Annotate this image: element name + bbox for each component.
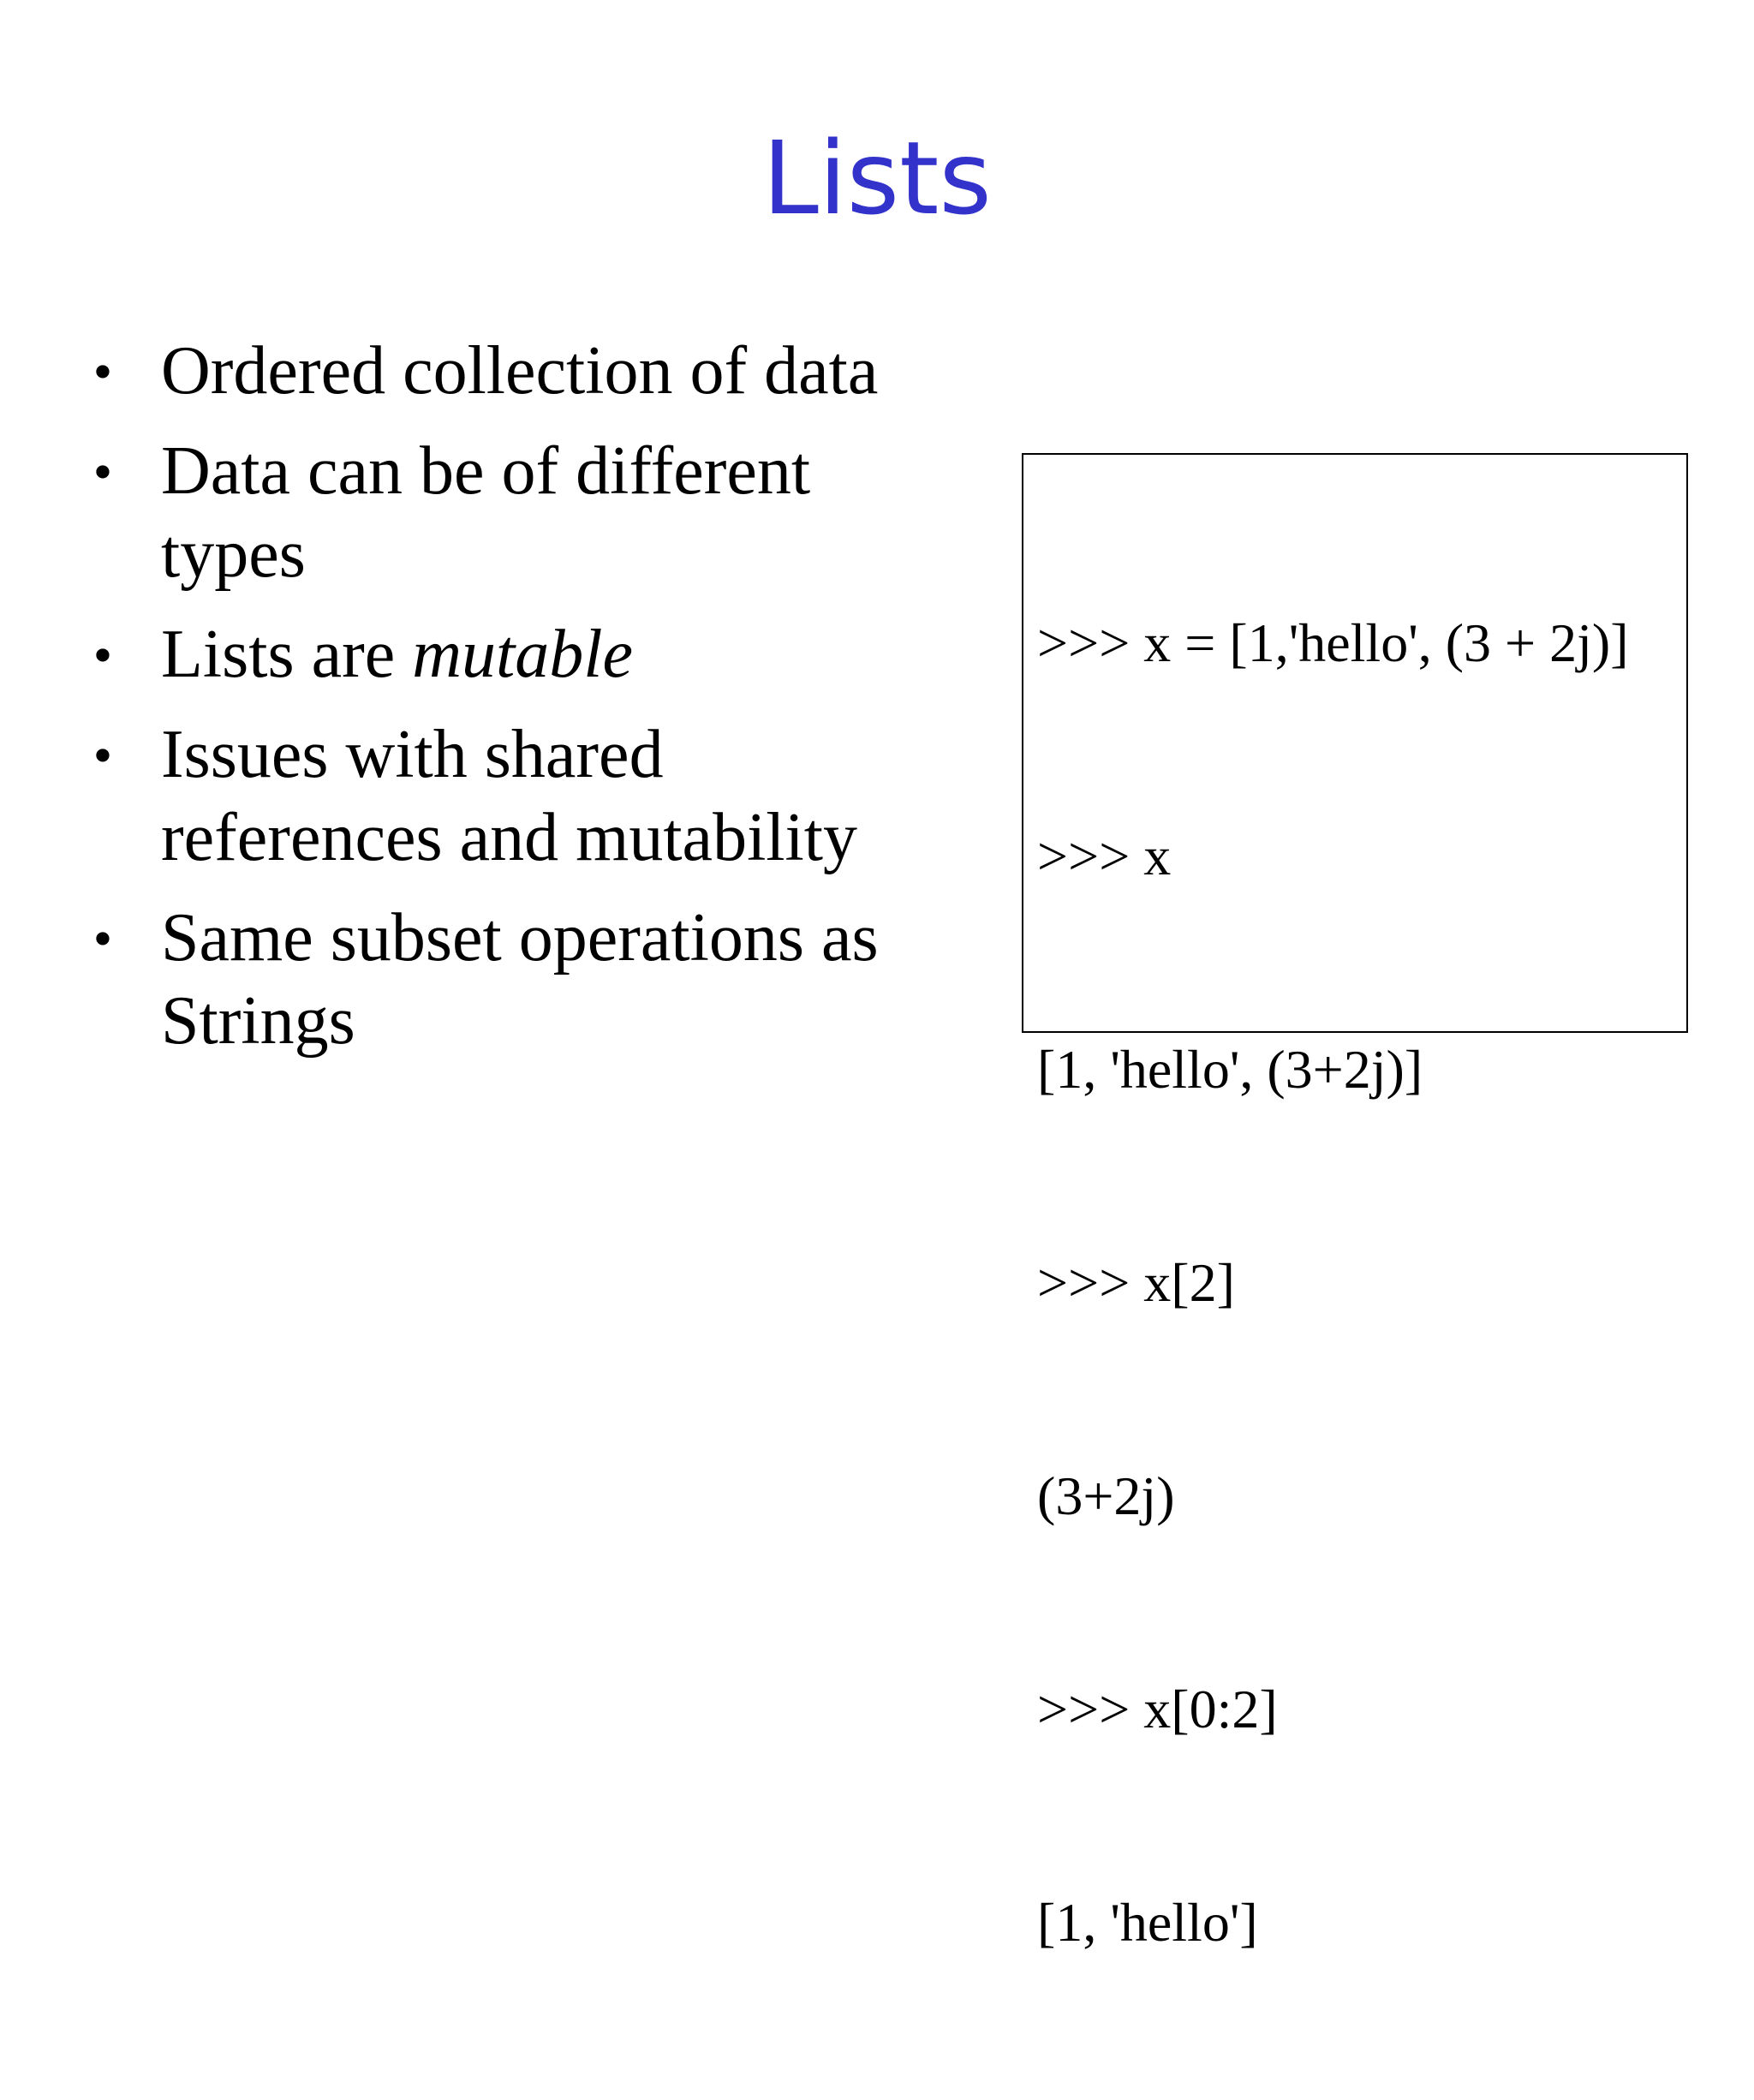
code-line: >>> x	[1037, 826, 1172, 886]
code-line: >>> x[0:2]	[1037, 1679, 1278, 1739]
bullet-icon: •	[92, 624, 113, 685]
list-item	[86, 330, 942, 413]
bullet-icon: •	[92, 341, 113, 402]
code-lines	[1037, 465, 1629, 2100]
code-line: [1, 'hello']	[1037, 1892, 1258, 1953]
list-item	[86, 430, 942, 596]
code-line: (3+2j)	[1037, 1465, 1175, 1526]
bullet-text: Same subset operations as Strings	[161, 900, 879, 1059]
bullet-text	[161, 617, 633, 692]
list-item	[86, 897, 942, 1063]
code-line: [1, 'hello', (3+2j)]	[1037, 1039, 1423, 1100]
bullet-text-plain: Lists are	[161, 617, 413, 692]
code-line: >>> x[2]	[1037, 1252, 1235, 1313]
bullet-text: Data can be of different types	[161, 433, 811, 592]
bullet-icon: •	[92, 725, 113, 785]
list-item	[86, 613, 942, 696]
code-line: >>> x = [1,'hello', (3 + 2j)]	[1037, 612, 1629, 673]
bullet-text-italic: mutable	[412, 617, 633, 692]
slide-title: Lists	[762, 119, 992, 237]
bullet-icon: •	[92, 441, 113, 502]
bullet-icon: •	[92, 908, 113, 969]
code-example-box	[1022, 453, 1688, 1953]
bullet-text: Issues with shared references and mutability	[161, 717, 857, 875]
bullet-text: Ordered collection of data	[161, 333, 879, 409]
list-item	[86, 713, 942, 880]
bullet-list	[86, 330, 942, 1080]
